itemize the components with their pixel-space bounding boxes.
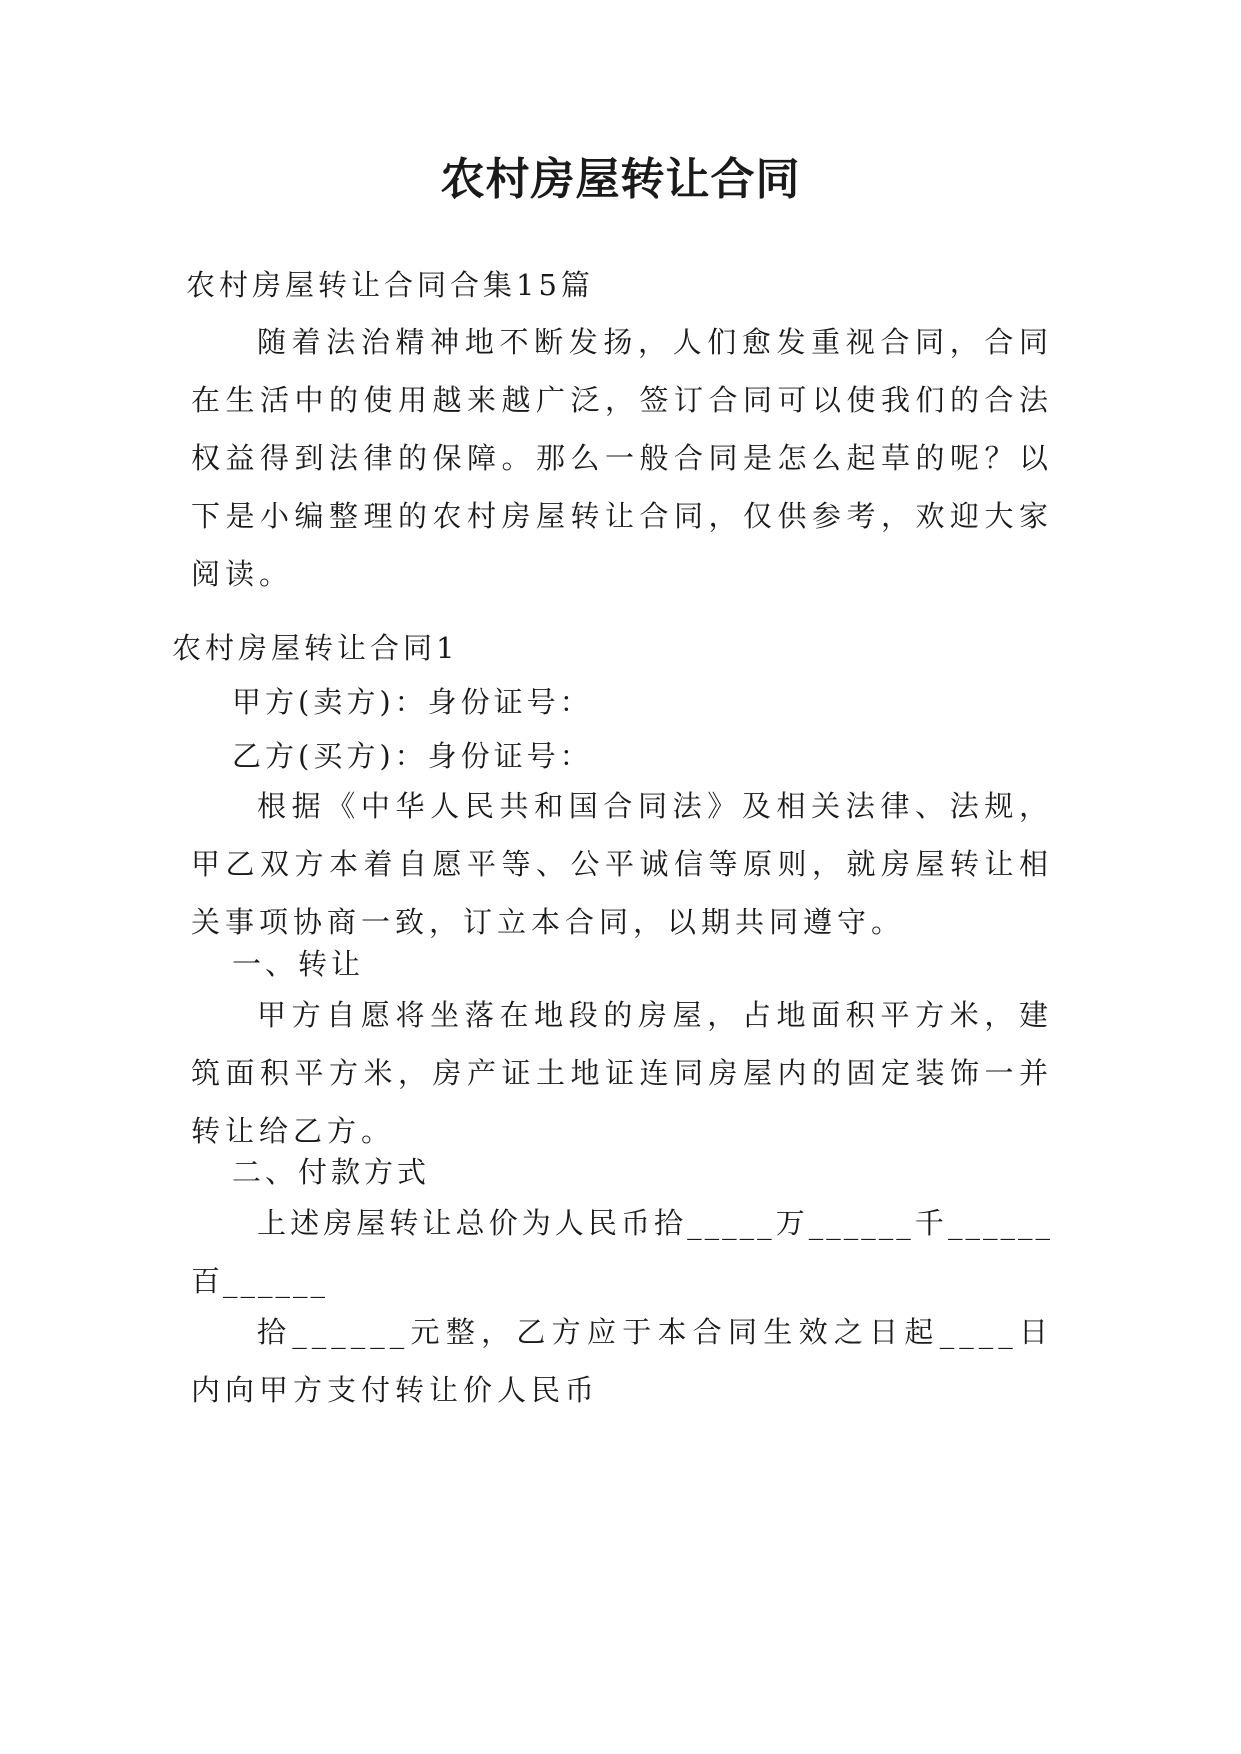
document-title: 农村房屋转让合同: [440, 154, 801, 205]
clause2-price-paragraph: 上述房屋转让总价为人民币拾_____万______千______百______: [191, 1206, 1053, 1298]
intro-paragraph: 随着法治精神地不断发扬，人们愈发重视合同，合同在生活中的使用越来越广泛，签订合同可以使我们的合法权益得到法律的保障。那么一般合同是怎么起草的呢？以下是小编整理的农村房屋转让合同，仅供参考，欢迎大家阅读。: [191, 325, 1053, 591]
party-a-line: 甲方(卖方)：身份证号：: [232, 685, 593, 719]
clause2-heading: 二、付款方式: [232, 1155, 431, 1189]
party-b-line: 乙方(买方)：身份证号：: [232, 739, 593, 773]
clause1-heading: 一、转让: [232, 947, 365, 981]
preamble-paragraph: 根据《中华人民共和国合同法》及相关法律、法规，甲乙双方本着自愿平等、公平诚信等原则，就房屋转让相关事项协商一致，订立本合同，以期共同遵守。: [191, 789, 1053, 939]
clause2-payment-paragraph: 拾______元整，乙方应于本合同生效之日起____日内向甲方支付转让价人民币: [191, 1315, 1053, 1407]
clause1-paragraph: 甲方自愿将坐落在地段的房屋，占地面积平方米，建筑面积平方米，房产证土地证连同房屋内的固定装饰一并转让给乙方。: [191, 998, 1053, 1148]
section-heading: 农村房屋转让合同1: [172, 631, 459, 665]
document-subtitle: 农村房屋转让合同合集15篇: [186, 268, 594, 302]
